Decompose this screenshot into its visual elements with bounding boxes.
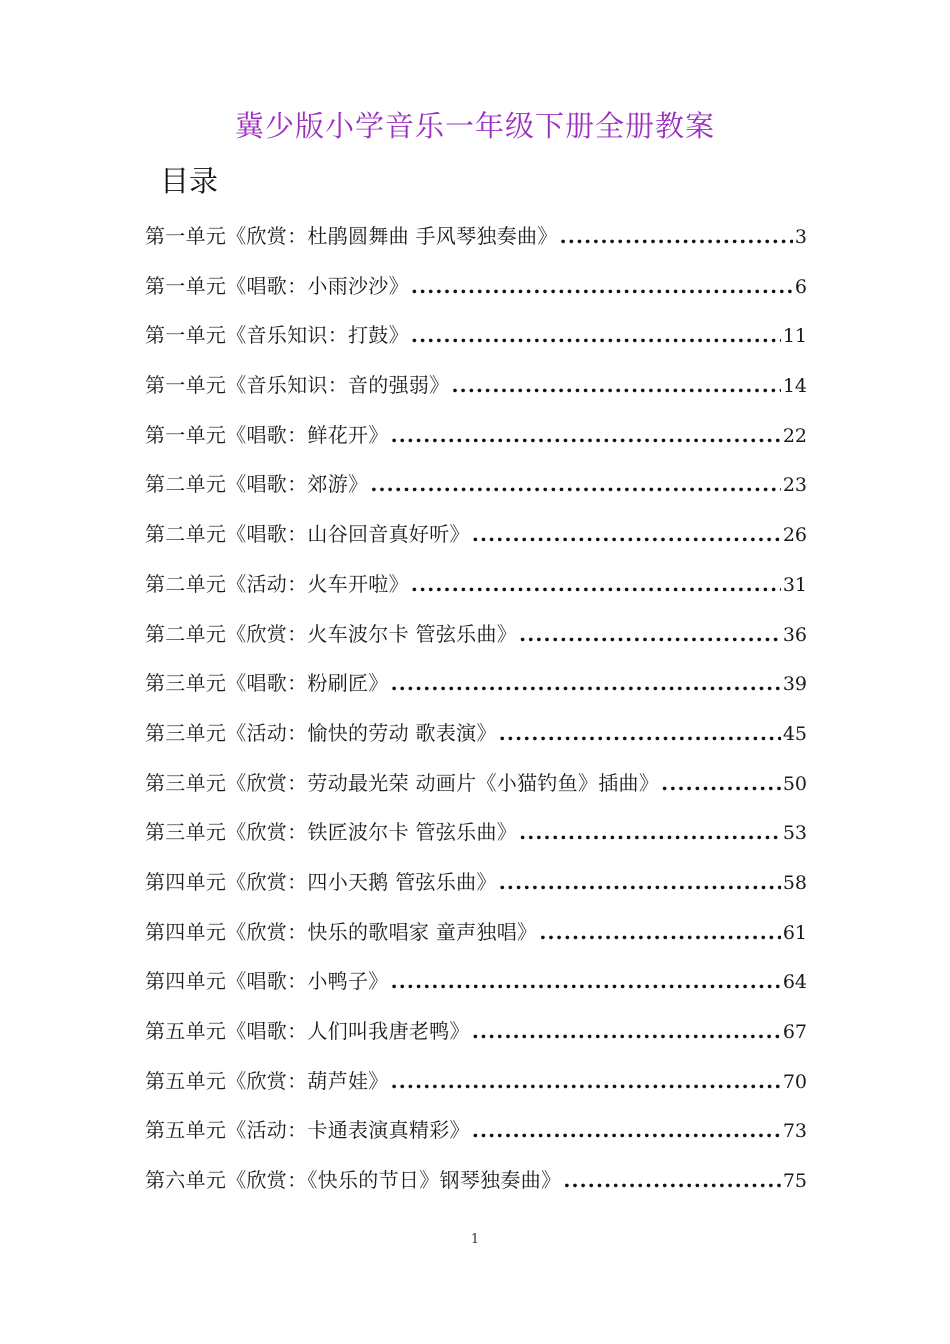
toc-entry-title: 第三单元《欣赏：铁匠波尔卡 管弦乐曲》: [145, 820, 518, 845]
toc-entry[interactable]: [145, 1061, 807, 1111]
toc-entry-title: 第五单元《活动：卡通表演真精彩》: [145, 1118, 470, 1143]
toc-entry-page: 75: [782, 1170, 807, 1193]
toc-entry[interactable]: [145, 216, 807, 266]
toc-entry-title: 第四单元《欣赏：四小天鹅 管弦乐曲》: [145, 869, 497, 894]
toc-entry-page: 36: [782, 623, 807, 646]
toc-leader-dots: [411, 266, 793, 306]
toc-entry[interactable]: [145, 365, 807, 415]
toc-entry-page: 50: [782, 772, 807, 795]
toc-leader-dots: [499, 713, 781, 753]
toc-entry-title: 第一单元《音乐知识：打鼓》: [145, 323, 409, 348]
toc-entry[interactable]: [145, 663, 807, 713]
toc-entry-title: 第一单元《欣赏：杜鹃圆舞曲 手风琴独奏曲》: [145, 224, 558, 248]
toc-entry-page: 67: [782, 1021, 807, 1043]
toc-entry[interactable]: [145, 763, 807, 813]
toc-entry-page: 22: [782, 424, 807, 447]
toc-entry-page: 61: [782, 921, 807, 944]
toc-entry-page: 23: [782, 474, 807, 497]
toc-heading: 目录: [160, 164, 219, 198]
toc-leader-dots: [391, 961, 781, 1001]
toc-entry-page: 6: [794, 275, 807, 298]
toc-entry-title: 第一单元《唱歌：鲜花开》: [145, 422, 389, 447]
toc-entry[interactable]: [145, 315, 807, 365]
toc-entry-page: 31: [782, 573, 807, 596]
toc-entry-page: 14: [782, 375, 807, 398]
toc-entry-title: 第三单元《唱歌：粉刷匠》: [145, 671, 389, 696]
toc-leader-dots: [519, 812, 781, 852]
toc-entry-page: 26: [782, 524, 807, 547]
toc-entry[interactable]: [145, 614, 807, 664]
toc-entry[interactable]: [145, 862, 807, 912]
toc-leader-dots: [391, 1061, 781, 1101]
toc-entry-page: 3: [794, 226, 807, 248]
toc-entry[interactable]: [145, 266, 807, 316]
toc-entry-page: 11: [782, 325, 807, 348]
toc-leader-dots: [499, 862, 781, 902]
document-title: 冀少版小学音乐一年级下册全册教案: [234, 109, 715, 143]
toc-entry-title: 第二单元《唱歌：郊游》: [145, 472, 369, 497]
toc-leader-dots: [661, 763, 781, 803]
toc-entry-title: 第一单元《音乐知识：音的强弱》: [145, 373, 450, 398]
toc-leader-dots: [519, 614, 781, 654]
toc-entry-title: 第二单元《欣赏：火车波尔卡 管弦乐曲》: [145, 621, 518, 646]
toc-entry[interactable]: [145, 812, 807, 862]
toc-entry[interactable]: [145, 1110, 807, 1160]
toc-leader-dots: [411, 315, 781, 355]
toc-leader-dots: [563, 1160, 781, 1200]
toc-entry[interactable]: [145, 514, 807, 564]
toc-leader-dots: [391, 415, 781, 455]
toc-entry-page: 39: [782, 673, 807, 696]
table-of-contents: [145, 216, 807, 1210]
toc-entry-title: 第一单元《唱歌：小雨沙沙》: [145, 273, 409, 298]
toc-entry[interactable]: [145, 961, 807, 1011]
toc-entry-title: 第四单元《唱歌：小鸭子》: [145, 969, 389, 994]
toc-leader-dots: [452, 365, 781, 405]
toc-entry-title: 第二单元《活动：火车开啦》: [145, 571, 409, 596]
toc-entry[interactable]: [145, 1160, 807, 1210]
toc-entry-title: 第三单元《欣赏：劳动最光荣 动画片《小猫钓鱼》插曲》: [145, 770, 660, 795]
page-number: 1: [470, 1232, 480, 1247]
toc-entry-page: 70: [782, 1070, 807, 1093]
toc-entry-title: 第三单元《活动：愉快的劳动 歌表演》: [145, 720, 497, 745]
toc-entry[interactable]: [145, 713, 807, 763]
toc-entry-title: 第五单元《欣赏：葫芦娃》: [145, 1068, 389, 1093]
toc-entry-page: 53: [782, 822, 807, 845]
toc-entry-title: 第六单元《欣赏：《快乐的节日》钢琴独奏曲》: [145, 1168, 562, 1193]
toc-leader-dots: [560, 216, 793, 256]
toc-entry[interactable]: [145, 464, 807, 514]
toc-leader-dots: [539, 912, 780, 952]
toc-leader-dots: [472, 514, 781, 554]
toc-entry-page: 45: [782, 722, 807, 745]
toc-entry[interactable]: [145, 564, 807, 614]
toc-entry-title: 第四单元《欣赏：快乐的歌唱家 童声独唱》: [145, 919, 538, 944]
toc-entry-page: 73: [782, 1120, 807, 1143]
toc-leader-dots: [391, 663, 781, 703]
toc-leader-dots: [411, 564, 781, 604]
toc-leader-dots: [472, 1011, 781, 1051]
toc-entry-title: 第二单元《唱歌：山谷回音真好听》: [145, 522, 470, 547]
toc-entry[interactable]: [145, 415, 807, 465]
toc-leader-dots: [472, 1110, 781, 1150]
toc-leader-dots: [370, 464, 781, 504]
toc-entry-page: 64: [782, 971, 807, 994]
toc-entry[interactable]: [145, 1011, 807, 1061]
toc-entry-page: 58: [782, 871, 807, 894]
toc-entry-title: 第五单元《唱歌：人们叫我唐老鸭》: [145, 1019, 470, 1043]
toc-entry[interactable]: [145, 912, 807, 962]
